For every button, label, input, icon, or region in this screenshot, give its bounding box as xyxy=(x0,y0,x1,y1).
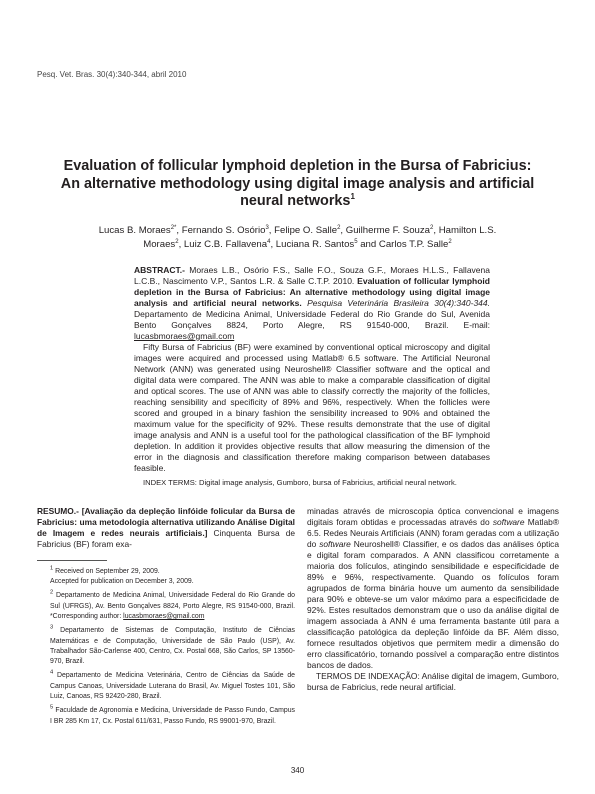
footnote-affiliation: Departamento de Sistemas de Computação, Instituto de Ciências Matemáticas e de Computação, Universidade de São Paulo (USP), Av. Trabalhador São-Carlense 400, Centro, Cx. Postal 668, São Carlos, SP 13560-970, Brazil. xyxy=(50,627,296,666)
author-email-link[interactable]: lucasbmoraes@gmail.com xyxy=(134,331,235,341)
footnote-marker: 4 xyxy=(50,670,54,677)
footnote-marker: 5 xyxy=(50,704,54,711)
footnote-affiliation: Faculdade de Agronomia e Medicina, Universidade de Passo Fundo, Campus I BR 285 Km 17, Cx. Postal 611/631, Passo Fundo, RS 99001-970, Brazil. xyxy=(50,707,295,725)
footnote-accepted: Accepted for publication on December 3, 2009. xyxy=(50,578,194,586)
index-terms xyxy=(134,477,490,488)
citation-title: Evaluation of follicular lymphoid depletion in the Bursa of Fabricius: An alternative methodology using digital image analysis and artificial neural networks. xyxy=(134,276,490,308)
citation-authors: Moraes L.B., Osório F.S., Salle F.O., Souza G.F., Moraes H.L.S., Fallavena L.C.B., Nascimento V.P., Santos L.R. & Salle C.T.P. 2010. xyxy=(134,265,490,286)
title-text: Evaluation of follicular lymphoid depletion in the Bursa of Fabricius: An alternative methodology using digital image analysis and artificial neural networks xyxy=(60,158,535,209)
author: Luiz C.B. Fallavena xyxy=(183,238,268,250)
footnotes xyxy=(37,567,295,731)
resumo-continuation xyxy=(307,506,559,693)
author: Guilherme F. Souza xyxy=(345,225,430,236)
resumo-start xyxy=(37,506,295,550)
footnote-marker: 1 xyxy=(50,565,54,572)
journal-reference: Pesq. Vet. Bras. 30(4):340-344, abril 2010 xyxy=(37,70,187,79)
resumo-terms-label: TERMOS DE INDEXAÇÃO: xyxy=(316,671,420,681)
page-number: 340 xyxy=(290,766,305,775)
footnote-received: Received on September 29, 2009. xyxy=(55,568,160,575)
footnote-divider xyxy=(37,560,107,561)
article-title xyxy=(60,158,535,211)
author: Lucas B. Moraes xyxy=(98,225,171,236)
author-affiliation: 2* xyxy=(170,224,177,231)
footnote-marker: 3 xyxy=(50,624,54,631)
resumo-text: minadas através de microscopia óptica convencional e imagens digitais foram obtidas e processadas através do software Matlab® 6.5. Redes Neurais Artificiais (ANN) foram geradas com a utilização do software Neuroshell® Classifier, e os dados das análises óptica e digital foram comparados. A ANN classificou corretamente a maioria dos folículos, atingindo sensibilidade e especificidade de 89% e 96%, respectivamente. Quando os folículos foram agrupados de forma binária houve um aumento da sensibilidade para 90% e obteve-se um valor máximo para a especificidade de 92%. Estes resultados demonstram que o uso da análise digital de imagem associada à ANN é uma ferramenta bastante útil para a classificação patológica da depleção linfóide da BF. Além disso, fornece resultados objetivos que permitem medir a dimensão do erro classificatório, tornando possível a comparação entre distintos bancos de dados. xyxy=(307,506,560,670)
author-affiliation: 2 xyxy=(448,238,452,245)
author: Carlos T.P. Salle xyxy=(378,238,449,250)
resumo-title: [Avaliação da depleção linfóide folicular da Bursa de Fabricius: uma metodologia alternativa utilizando Análise Digital de Imagem e redes neurais artificiais.] xyxy=(37,506,295,538)
citation-address: Departamento de Medicina Animal, Universidade Federal do Rio Grande do Sul, Avenida Bento Gonçalves 8824, Porto Alegre, RS 91540-000, Brazil. E-mail: xyxy=(134,309,490,330)
author-affiliation: 2 xyxy=(337,224,341,231)
author-affiliation: 5 xyxy=(354,238,358,245)
resumo-terms-value: Análise digital de imagem, Gumboro, bursa de Fabricius, rede neural artificial. xyxy=(307,671,559,692)
abstract xyxy=(134,265,490,488)
title-footnote-marker: 1 xyxy=(350,192,355,202)
author: Fernando S. Osório xyxy=(181,225,266,236)
footnote-marker: 2 xyxy=(50,590,54,597)
resumo-label: RESUMO.- xyxy=(37,506,79,516)
index-terms-label: INDEX TERMS: xyxy=(143,478,197,487)
author-affiliation: 2 xyxy=(175,238,179,245)
author-affiliation: 3 xyxy=(265,224,269,231)
abstract-label: ABSTRACT.- xyxy=(134,265,185,275)
footnote-affiliation: Departamento de Medicina Veterinária, Centro de Ciências da Saúde de Campus Canoas, Universidade Luterana do Brasil, Av. Miguel Tostes 101, São Luiz, Canoas, RS 92420-280, Brazil. xyxy=(50,672,295,701)
resumo-text-start: Cinquenta Bursa de Fabricius (BF) foram exa- xyxy=(37,528,296,549)
citation-journal: Pesquisa Veterinária Brasileira 30(4):340-344. xyxy=(307,298,490,308)
author-list: Lucas B. Moraes$^{2*}$, Fernando S. Osório$^3$, Felipe O. Salle$^2$, Guilherme F. Souza$^2$, Hamilton L.S. Moraes$^2$, Luiz C.B. Fallavena$^4$, Luciana R. Santos$^5$ and Carlos T.P. Salle$^2$ xyxy=(98,224,497,250)
abstract-citation xyxy=(134,265,490,342)
footnote-affiliation: Departamento de Medicina Animal, Universidade Federal do Rio Grande do Sul (UFRGS), Av. Bento Gonçalves 8824, Porto Alegre, RS 91540-000, Brazil. *Corresponding author: xyxy=(50,592,295,621)
corresponding-email-link[interactable]: lucasbmoraes@gmail.com xyxy=(123,613,205,621)
author: Felipe O. Salle xyxy=(274,225,338,236)
resumo-index-terms xyxy=(307,671,559,693)
author-affiliation: 2 xyxy=(430,224,434,231)
author: Luciana R. Santos xyxy=(275,238,355,250)
index-terms-value: Digital image analysis, Gumboro, bursa of Fabricius, artificial neural network. xyxy=(199,478,457,487)
author-affiliation: 4 xyxy=(267,238,271,245)
abstract-body: Fifty Bursa of Fabricius (BF) were examined by conventional optical microscopy and digital images were acquired and processed using Matlab® 6.5 software. The Artificial Neuronal Network (ANN) was generated using Neuroshell® Classifier software and the optical and digital data were compared. The ANN was able to make a comparable classification of digital and optical scores. The use of ANN was able to classify correctly the majority of the follicles, reaching sensibility and specificity of 89% and 96%, respectively. When the follicles were scored and grouped in a binary fashion the sensibility increased to 90% and obtained the maximum value for the specificity of 92%. These results demonstrate that the use of digital image analysis and ANN is a useful tool for the pathological classification of the BF lymphoid depletion. In addition it provides objective results that allow measuring the dimension of the error in the diagnosis and classification therefore making comparison between databases feasible. xyxy=(134,342,490,473)
author: Hamilton L.S. Moraes xyxy=(143,225,497,250)
